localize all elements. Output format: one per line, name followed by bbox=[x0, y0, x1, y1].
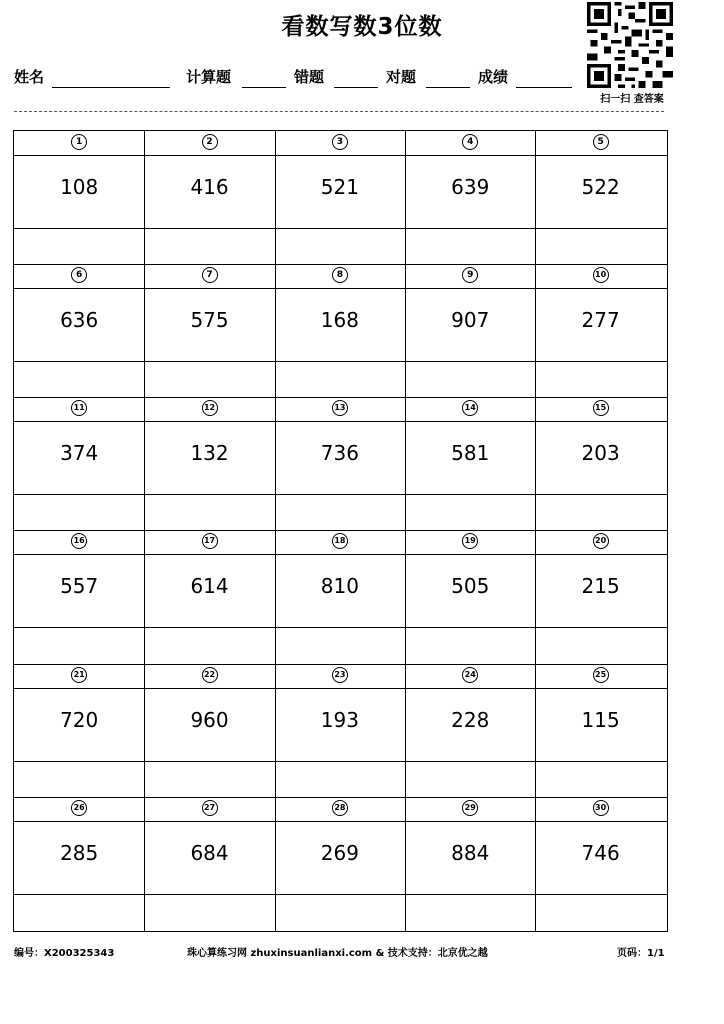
exercise-number: 168 bbox=[320, 308, 359, 333]
exercise-cell bbox=[14, 131, 144, 264]
exercise-index: 14 bbox=[462, 400, 478, 416]
exercise-number: 108 bbox=[60, 175, 99, 199]
exercise-cell bbox=[535, 131, 665, 264]
count-blank[interactable] bbox=[242, 87, 286, 88]
exercise-index: 16 bbox=[71, 533, 87, 549]
exercise-number: 581 bbox=[451, 441, 490, 466]
exercise-number: 575 bbox=[190, 308, 229, 333]
exercise-cell bbox=[535, 264, 665, 397]
footer-page: 页码：1/1 bbox=[617, 948, 665, 959]
exercise-cell bbox=[275, 264, 405, 397]
exercise-index: 13 bbox=[332, 400, 348, 416]
wrong-label: 错题 bbox=[294, 68, 325, 86]
footer-code: 编号：X200325343 bbox=[14, 948, 115, 959]
wrong-blank[interactable] bbox=[334, 87, 378, 88]
exercise-cell bbox=[144, 264, 274, 397]
exercise-number: 228 bbox=[451, 707, 490, 732]
exercise-index: 5 bbox=[593, 134, 609, 150]
exercise-number: 203 bbox=[581, 441, 620, 466]
exercise-cell bbox=[535, 797, 665, 930]
answer-box[interactable] bbox=[14, 494, 144, 530]
exercise-cell bbox=[14, 264, 144, 397]
exercise-number: 374 bbox=[60, 441, 99, 466]
answer-box[interactable] bbox=[275, 494, 405, 530]
exercise-number: 639 bbox=[451, 175, 490, 199]
exercise-cell bbox=[14, 797, 144, 930]
exercise-index: 30 bbox=[593, 800, 609, 816]
answer-box[interactable] bbox=[405, 361, 535, 397]
exercise-index: 25 bbox=[593, 667, 609, 683]
exercise-number: 277 bbox=[581, 308, 620, 333]
exercise-number: 960 bbox=[190, 707, 229, 732]
answer-box[interactable] bbox=[144, 761, 274, 797]
exercise-number: 614 bbox=[190, 574, 229, 599]
answer-box[interactable] bbox=[144, 894, 274, 930]
exercise-index: 18 bbox=[332, 533, 348, 549]
exercise-number: 746 bbox=[581, 840, 620, 865]
exercise-index: 19 bbox=[462, 533, 478, 549]
exercise-cell bbox=[405, 797, 535, 930]
exercise-index: 20 bbox=[593, 533, 609, 549]
exercise-number: 522 bbox=[581, 175, 620, 199]
exercise-cell bbox=[144, 530, 274, 663]
exercise-index: 29 bbox=[462, 800, 478, 816]
answer-box[interactable] bbox=[275, 361, 405, 397]
exercise-cell bbox=[14, 664, 144, 797]
answer-box[interactable] bbox=[14, 228, 144, 264]
exercise-number: 810 bbox=[320, 574, 359, 599]
exercise-cell bbox=[405, 530, 535, 663]
score-label: 成绩 bbox=[478, 68, 509, 86]
exercise-index: 4 bbox=[462, 134, 478, 150]
exercise-cell bbox=[275, 664, 405, 797]
exercise-number: 521 bbox=[320, 175, 359, 199]
answer-box[interactable] bbox=[405, 894, 535, 930]
exercise-number: 736 bbox=[320, 441, 359, 466]
answer-box[interactable] bbox=[535, 627, 665, 663]
answer-box[interactable] bbox=[405, 494, 535, 530]
exercise-index: 9 bbox=[462, 267, 478, 283]
name-blank[interactable] bbox=[52, 87, 170, 88]
right-label: 对题 bbox=[386, 68, 417, 86]
answer-box[interactable] bbox=[144, 228, 274, 264]
answer-box[interactable] bbox=[14, 627, 144, 663]
exercise-number: 884 bbox=[451, 840, 490, 865]
exercise-cell bbox=[275, 797, 405, 930]
page-title: 看数写数3位数 bbox=[281, 14, 443, 40]
answer-box[interactable] bbox=[14, 361, 144, 397]
exercise-cell bbox=[535, 397, 665, 530]
exercise-index: 2 bbox=[202, 134, 218, 150]
exercise-number: 684 bbox=[190, 840, 229, 865]
exercise-cell bbox=[144, 397, 274, 530]
right-blank[interactable] bbox=[426, 87, 470, 88]
exercise-index: 8 bbox=[332, 267, 348, 283]
exercise-number: 285 bbox=[60, 840, 99, 865]
footer-site: 珠心算练习网 zhuxinsuanlianxi.com & 技术支持：北京优之越 bbox=[187, 948, 488, 959]
exercise-number: 193 bbox=[320, 707, 359, 732]
count-label: 计算题 bbox=[186, 68, 232, 86]
cut-line bbox=[14, 111, 664, 112]
exercise-cell bbox=[535, 664, 665, 797]
answer-box[interactable] bbox=[144, 494, 274, 530]
exercise-cell bbox=[535, 530, 665, 663]
exercise-number: 269 bbox=[320, 840, 359, 865]
answer-box[interactable] bbox=[14, 761, 144, 797]
answer-box[interactable] bbox=[275, 894, 405, 930]
exercise-cell bbox=[144, 797, 274, 930]
name-label: 姓名 bbox=[14, 68, 45, 86]
answer-box[interactable] bbox=[144, 627, 274, 663]
exercise-index: 11 bbox=[71, 400, 87, 416]
exercise-cell bbox=[405, 131, 535, 264]
exercise-index: 12 bbox=[202, 400, 218, 416]
exercise-cell bbox=[275, 131, 405, 264]
answer-box[interactable] bbox=[535, 361, 665, 397]
answer-box[interactable] bbox=[14, 894, 144, 930]
exercise-index: 15 bbox=[593, 400, 609, 416]
answer-box[interactable] bbox=[275, 761, 405, 797]
exercise-cell bbox=[275, 530, 405, 663]
exercise-index: 23 bbox=[332, 667, 348, 683]
answer-box[interactable] bbox=[535, 494, 665, 530]
answer-box[interactable] bbox=[535, 894, 665, 930]
answer-box[interactable] bbox=[405, 228, 535, 264]
exercise-index: 6 bbox=[71, 267, 87, 283]
exercise-cell bbox=[144, 664, 274, 797]
exercise-number: 215 bbox=[581, 574, 620, 599]
exercise-number: 505 bbox=[451, 574, 490, 599]
exercise-number: 416 bbox=[190, 175, 229, 199]
answer-box[interactable] bbox=[535, 761, 665, 797]
answer-box[interactable] bbox=[275, 228, 405, 264]
exercise-index: 7 bbox=[202, 267, 218, 283]
exercise-number: 636 bbox=[60, 308, 99, 333]
answer-box[interactable] bbox=[535, 228, 665, 264]
exercise-cell bbox=[144, 131, 274, 264]
exercise-index: 10 bbox=[593, 267, 609, 283]
exercise-number: 907 bbox=[451, 308, 490, 333]
answer-box[interactable] bbox=[405, 627, 535, 663]
exercise-index: 22 bbox=[202, 667, 218, 683]
exercise-cell bbox=[405, 397, 535, 530]
exercise-index: 27 bbox=[202, 800, 218, 816]
exercise-index: 17 bbox=[202, 533, 218, 549]
exercise-cell bbox=[405, 264, 535, 397]
exercise-cell bbox=[14, 530, 144, 663]
exercise-cell bbox=[14, 397, 144, 530]
answer-box[interactable] bbox=[405, 761, 535, 797]
exercise-number: 115 bbox=[581, 707, 620, 732]
exercise-index: 28 bbox=[332, 800, 348, 816]
answer-box[interactable] bbox=[275, 627, 405, 663]
score-blank[interactable] bbox=[516, 87, 572, 88]
exercise-index: 3 bbox=[332, 134, 348, 150]
exercise-cell bbox=[275, 397, 405, 530]
exercise-number: 720 bbox=[60, 707, 99, 732]
exercise-number: 557 bbox=[60, 574, 99, 599]
exercise-index: 24 bbox=[462, 667, 478, 683]
answer-box[interactable] bbox=[144, 361, 274, 397]
exercise-index: 1 bbox=[71, 134, 87, 150]
exercise-grid bbox=[13, 130, 668, 932]
exercise-index: 21 bbox=[71, 667, 87, 683]
exercise-number: 132 bbox=[190, 441, 229, 466]
qr-caption: 扫一扫 查答案 bbox=[600, 94, 664, 105]
qr-code bbox=[587, 2, 673, 88]
exercise-cell bbox=[405, 664, 535, 797]
exercise-index: 26 bbox=[71, 800, 87, 816]
